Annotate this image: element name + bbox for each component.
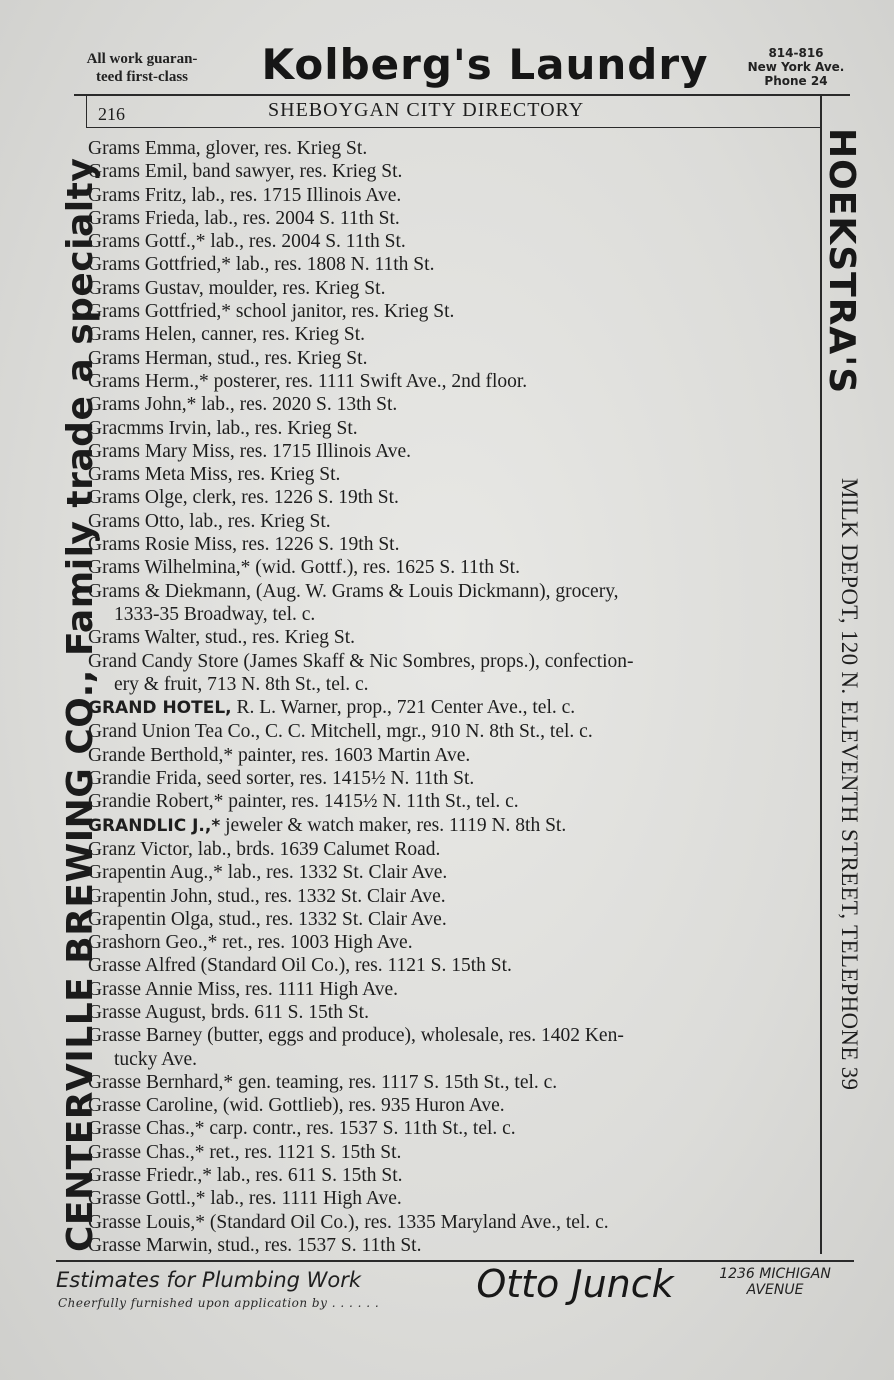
footer-rule	[56, 1260, 854, 1262]
entry-text: Grams Rosie Miss, res. 1226 S. 19th St.	[88, 534, 400, 556]
entry-text: Gracmms Irvin, lab., res. Krieg St.	[88, 417, 358, 439]
entry-text: Grams Helen, canner, res. Krieg St.	[88, 324, 365, 346]
entry-text: Grams Walter, stud., res. Krieg St.	[88, 627, 355, 649]
entry-text: Grasse Chas.,* carp. contr., res. 1537 S. 11th St., tel. c.	[88, 1118, 516, 1140]
entry-text: R. L. Warner, prop., 721 Center Ave., tel. c.	[231, 697, 576, 719]
directory-entry	[88, 767, 818, 790]
entry-text: Grasse Friedr.,* lab., res. 611 S. 15th St.	[88, 1165, 403, 1187]
directory-entry	[88, 277, 818, 300]
entry-text: Grams Herman, stud., res. Krieg St.	[88, 347, 368, 369]
entry-text: Grams John,* lab., res. 2020 S. 13th St.	[88, 394, 398, 416]
directory-entry	[88, 1164, 818, 1187]
footer-ad-address-line: 1236 MICHIGAN	[719, 1266, 831, 1282]
directory-entry	[88, 393, 818, 416]
directory-entry	[88, 1071, 818, 1094]
directory-entry	[88, 673, 818, 696]
entry-text: Grams Meta Miss, res. Krieg St.	[88, 464, 341, 486]
directory-entry	[88, 1048, 818, 1071]
directory-entry	[88, 580, 818, 603]
directory-entry	[88, 556, 818, 579]
directory-entry	[88, 978, 818, 1001]
directory-entry	[88, 486, 818, 509]
header-ad-address-line: 814-816	[768, 46, 824, 60]
footer-ad-address	[690, 1266, 860, 1298]
directory-entry	[88, 463, 818, 486]
directory-entry	[88, 790, 818, 813]
entry-text: Grams & Diekmann, (Aug. W. Grams & Louis Dickmann), grocery,	[88, 580, 619, 602]
entry-text: Grapentin Aug.,* lab., res. 1332 St. Clair Ave.	[88, 862, 448, 884]
entry-text: Grams Gottfried,* lab., res. 1808 N. 11th St.	[88, 254, 435, 276]
directory-entry	[88, 1117, 818, 1140]
entry-text: Grams Mary Miss, res. 1715 Illinois Ave.	[88, 440, 411, 462]
header-ad-address-line: Phone 24	[764, 74, 828, 88]
header-ad-guarantee-line: All work guaran-	[86, 51, 198, 67]
header-ad-address-line: New York Ave.	[747, 60, 845, 74]
directory-entry	[88, 1094, 818, 1117]
entry-text: Grapentin Olga, stud., res. 1332 St. Clair Ave.	[88, 908, 447, 930]
directory-entry	[88, 931, 818, 954]
directory-entry	[88, 720, 818, 743]
header-ad-address	[736, 46, 856, 88]
entry-text: Grams Olge, clerk, res. 1226 S. 19th St.	[88, 487, 399, 509]
entry-text: Grams Frieda, lab., res. 2004 S. 11th St.	[88, 207, 400, 229]
directory-entry	[88, 626, 818, 649]
directory-entry	[88, 207, 818, 230]
side-ad-left-text: CENTERVILLE BREWING CO., Family trade a specialty	[60, 157, 101, 1252]
entry-text: Grasse Barney (butter, eggs and produce), wholesale, res. 1402 Ken-	[88, 1025, 624, 1047]
page-title: SHEBOYGAN CITY DIRECTORY	[268, 99, 585, 121]
entry-text: Grams Wilhelmina,* (wid. Gottf.), res. 1625 S. 11th St.	[88, 557, 520, 579]
directory-entry	[88, 1187, 818, 1210]
entry-text: Granz Victor, lab., brds. 1639 Calumet Road.	[88, 838, 441, 860]
entry-text: Grams Fritz, lab., res. 1715 Illinois Ave.	[88, 184, 402, 206]
directory-entry	[88, 885, 818, 908]
entry-text: Grasse Alfred (Standard Oil Co.), res. 1121 S. 15th St.	[88, 955, 512, 977]
entry-text: jeweler & watch maker, res. 1119 N. 8th St.	[220, 814, 567, 836]
directory-entry	[88, 160, 818, 183]
directory-entry	[88, 1234, 818, 1257]
entry-bold-name: GRAND HOTEL,	[88, 698, 232, 719]
directory-entry	[88, 323, 818, 346]
entry-text: Grasse Marwin, stud., res. 1537 S. 11th St.	[88, 1234, 422, 1256]
entry-text: Grasse August, brds. 611 S. 15th St.	[88, 1001, 369, 1023]
entry-text: Grand Candy Store (James Skaff & Nic Sombres, props.), confection-	[88, 650, 634, 672]
entry-text: Grasse Annie Miss, res. 1111 High Ave.	[88, 978, 398, 1000]
entry-text: Grams Gottf.,* lab., res. 2004 S. 11th St.	[88, 231, 406, 253]
directory-entries	[88, 137, 818, 1257]
page-number: 216	[98, 104, 125, 124]
directory-entry	[88, 838, 818, 861]
entry-text: tucky Ave.	[114, 1048, 198, 1070]
directory-entry	[88, 650, 818, 673]
directory-entry	[88, 603, 818, 626]
header-ad-guarantee	[52, 50, 232, 86]
directory-entry	[88, 908, 818, 931]
header-ad-guarantee-line: teed first-class	[95, 69, 189, 85]
entry-text: Grasse Caroline, (wid. Gottlieb), res. 935 Huron Ave.	[88, 1095, 505, 1117]
directory-entry	[88, 1024, 818, 1047]
side-ad-right-title: HOEKSTRA'S	[821, 128, 862, 395]
directory-entry	[88, 744, 818, 767]
directory-entry	[88, 417, 818, 440]
entry-bold-name: GRANDLIC J.,*	[88, 815, 221, 836]
header-rule	[74, 94, 850, 96]
entry-text: ery & fruit, 713 N. 8th St., tel. c.	[114, 673, 369, 695]
directory-entry	[88, 861, 818, 884]
entry-text: Grandie Robert,* painter, res. 1415½ N. 11th St., tel. c.	[88, 791, 519, 813]
directory-entry	[88, 696, 818, 720]
entry-text: Grams Emma, glover, res. Krieg St.	[88, 138, 368, 159]
entry-text: Grams Emil, band sawyer, res. Krieg St.	[88, 161, 403, 183]
directory-entry	[88, 814, 818, 838]
entry-text: 1333-35 Broadway, tel. c.	[114, 603, 316, 625]
footer-ad-address-line: AVENUE	[746, 1282, 804, 1298]
entry-text: Grams Gottfried,* school janitor, res. Krieg St.	[88, 301, 455, 323]
directory-entry	[88, 954, 818, 977]
footer-ad-headline: Estimates for Plumbing Work	[56, 1268, 362, 1292]
entry-text: Grashorn Geo.,* ret., res. 1003 High Ave.	[88, 932, 413, 954]
entry-text: Grams Gustav, moulder, res. Krieg St.	[88, 277, 386, 299]
entry-text: Grams Herm.,* posterer, res. 1111 Swift Ave., 2nd floor.	[88, 370, 528, 392]
entry-text: Grasse Chas.,* ret., res. 1121 S. 15th St.	[88, 1141, 402, 1163]
side-ad-right-text: MILK DEPOT, 120 N. ELEVENTH STREET, TELEPHONE 39	[837, 478, 862, 1091]
entry-text: Grande Berthold,* painter, res. 1603 Martin Ave.	[88, 744, 471, 766]
entry-text: Grand Union Tea Co., C. C. Mitchell, mgr., 910 N. 8th St., tel. c.	[88, 721, 593, 743]
directory-entry	[88, 1211, 818, 1234]
directory-entry	[88, 300, 818, 323]
left-frame-rule	[86, 96, 87, 128]
subheader-rule	[86, 127, 820, 128]
directory-entry	[88, 1001, 818, 1024]
entry-text: Grasse Louis,* (Standard Oil Co.), res. 1335 Maryland Ave., tel. c.	[88, 1211, 609, 1233]
entry-text: Grasse Bernhard,* gen. teaming, res. 1117 S. 15th St., tel. c.	[88, 1071, 558, 1093]
header-ad-title: Kolberg's Laundry	[261, 40, 709, 89]
directory-entry	[88, 510, 818, 533]
directory-entry	[88, 1141, 818, 1164]
directory-entry	[88, 230, 818, 253]
entry-text: Grapentin John, stud., res. 1332 St. Clair Ave.	[88, 885, 446, 907]
directory-entry	[88, 184, 818, 207]
directory-entry	[88, 137, 818, 160]
entry-text: Grasse Gottl.,* lab., res. 1111 High Ave.	[88, 1188, 402, 1210]
footer-ad-name: Otto Junck	[476, 1262, 674, 1306]
directory-entry	[88, 253, 818, 276]
directory-entry	[88, 347, 818, 370]
directory-entry	[88, 370, 818, 393]
directory-entry	[88, 533, 818, 556]
directory-entry	[88, 440, 818, 463]
entry-text: Grams Otto, lab., res. Krieg St.	[88, 510, 331, 532]
entry-text: Grandie Frida, seed sorter, res. 1415½ N. 11th St.	[88, 768, 475, 790]
footer-ad-subline: Cheerfully furnished upon application by . . . . . .	[58, 1296, 380, 1310]
